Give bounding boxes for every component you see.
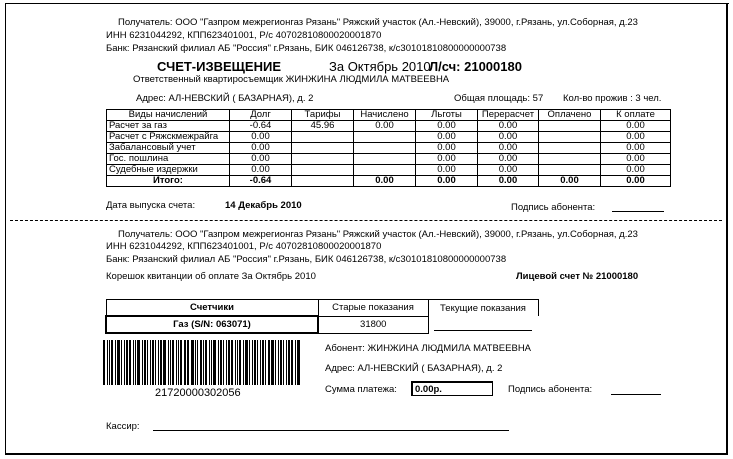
sum-value-field[interactable]: 0.00р. bbox=[411, 381, 493, 396]
signature-line-top bbox=[612, 211, 664, 212]
recipient-line: Получатель: ООО "Газпром межрегионгаз Рязань" Ряжский участок (Ал.-Невский), 39000, г.Рязань, ул.Соборная, д.23 bbox=[118, 17, 638, 28]
table-cell bbox=[354, 165, 416, 176]
barcode-bar bbox=[211, 340, 212, 385]
table-cell: -0.64 bbox=[230, 121, 292, 132]
table-cell: 0.00 bbox=[601, 165, 671, 176]
table-cell: Итого: bbox=[107, 176, 230, 187]
meter-current-reading bbox=[428, 316, 538, 333]
column-header: Долг bbox=[230, 110, 292, 121]
total-area: Общая площадь: 57 bbox=[454, 93, 544, 104]
barcode-bar bbox=[121, 340, 122, 385]
table-cell: 0.00 bbox=[478, 143, 539, 154]
barcode-bar bbox=[237, 340, 238, 385]
table-cell bbox=[539, 165, 601, 176]
barcode-bar bbox=[257, 340, 258, 385]
barcode-bar bbox=[243, 340, 244, 385]
barcode-bar bbox=[249, 340, 250, 385]
barcode-bar bbox=[155, 340, 156, 385]
barcode-bar bbox=[195, 340, 196, 385]
table-cell: 0.00 bbox=[230, 165, 292, 176]
barcode-bar bbox=[191, 340, 194, 385]
stub-recipient-line: Получатель: ООО "Газпром межрегионгаз Рязань" Ряжский участок (Ал.-Невский), 39000, г.Рязань, ул.Соборная, д.23 bbox=[118, 229, 638, 240]
frame-border-right bbox=[726, 3, 728, 455]
barcode-bar bbox=[172, 340, 174, 385]
barcode-bar bbox=[137, 340, 140, 385]
frame-border-left bbox=[5, 3, 6, 455]
table-cell bbox=[354, 143, 416, 154]
column-header: Начислено bbox=[354, 110, 416, 121]
table-row bbox=[107, 154, 671, 165]
cut-line bbox=[10, 220, 722, 221]
barcode-bar bbox=[223, 340, 224, 385]
stub-inn-line: ИНН 6231044292, КПП623401001, Р/с 40702810800020001870 bbox=[106, 241, 382, 252]
column-header: К оплате bbox=[601, 110, 671, 121]
meter-name: Газ (S/N: 063071) bbox=[106, 316, 318, 333]
barcode-bar bbox=[197, 340, 198, 385]
table-cell: 0.00 bbox=[478, 176, 539, 187]
cashier-line bbox=[153, 430, 509, 431]
barcode-bar bbox=[126, 340, 128, 385]
barcode-bar bbox=[176, 340, 177, 385]
signature-label-bottom: Подпись абонента: bbox=[508, 384, 593, 395]
barcode-bar bbox=[209, 340, 210, 385]
table-cell: Судебные издержки bbox=[107, 165, 230, 176]
table-cell bbox=[292, 154, 354, 165]
barcode-bar bbox=[254, 340, 256, 385]
barcode-bar bbox=[286, 340, 287, 385]
meters-row bbox=[106, 316, 538, 333]
barcode-bar bbox=[124, 340, 125, 385]
address: Адрес: АЛ-НЕВСКИЙ ( БАЗАРНАЯ), д. 2 bbox=[136, 93, 314, 104]
table-cell bbox=[292, 165, 354, 176]
sum-label: Сумма платежа: bbox=[325, 384, 397, 395]
table-total-row bbox=[107, 176, 671, 187]
current-reading-line bbox=[434, 319, 532, 331]
table-cell: 0.00 bbox=[478, 121, 539, 132]
barcode-bar bbox=[163, 340, 166, 385]
barcode-bar bbox=[203, 340, 204, 385]
stub-bank-line: Банк: Рязанский филиал АБ "Россия" г.Рязань, БИК 046126738, к/с30101810800000000738 bbox=[106, 254, 507, 265]
barcode-bar bbox=[220, 340, 222, 385]
account-number: Л/сч: 21000180 bbox=[429, 59, 522, 74]
barcode-bar bbox=[280, 340, 282, 385]
table-cell: 0.00 bbox=[416, 165, 478, 176]
frame-border-top bbox=[5, 3, 729, 4]
barcode-bar bbox=[188, 340, 189, 385]
table-header-row bbox=[107, 110, 671, 121]
barcode-bar bbox=[168, 340, 169, 385]
column-header: Льготы bbox=[416, 110, 478, 121]
meters-table bbox=[105, 299, 539, 334]
barcode-bar bbox=[184, 340, 186, 385]
table-row bbox=[107, 121, 671, 132]
table-cell: Гос. пошлина bbox=[107, 154, 230, 165]
table-cell: 0.00 bbox=[354, 176, 416, 187]
barcode-bar bbox=[260, 340, 261, 385]
responsible-tenant: Ответственный квартиросъемщик ЖИНЖИНА ЛЮДМИЛА МАТВЕЕВНА bbox=[133, 74, 450, 85]
table-cell: 0.00 bbox=[230, 143, 292, 154]
table-cell: 0.00 bbox=[416, 176, 478, 187]
barcode-number: 21720000302056 bbox=[155, 387, 241, 399]
barcode-bar bbox=[283, 340, 284, 385]
column-header: Тарифы bbox=[292, 110, 354, 121]
barcode-bar bbox=[218, 340, 219, 385]
barcode-bar bbox=[262, 340, 264, 385]
table-row bbox=[107, 132, 671, 143]
barcode-bar bbox=[275, 340, 276, 385]
table-cell: 0.00 bbox=[416, 132, 478, 143]
table-cell bbox=[539, 154, 601, 165]
table-cell: 0.00 bbox=[416, 154, 478, 165]
table-cell bbox=[292, 132, 354, 143]
table-cell: 0.00 bbox=[601, 132, 671, 143]
barcode-bar bbox=[205, 340, 207, 385]
table-cell: 0.00 bbox=[230, 132, 292, 143]
barcode-bar bbox=[129, 340, 131, 385]
table-cell: 0.00 bbox=[539, 176, 601, 187]
column-header: Старые показания bbox=[318, 300, 428, 317]
invoice-period: За Октябрь 2010 bbox=[329, 59, 431, 74]
table-cell: 0.00 bbox=[354, 121, 416, 132]
barcode-bar bbox=[115, 340, 116, 385]
barcode-bar bbox=[160, 340, 162, 385]
barcode-bar bbox=[142, 340, 143, 385]
barcode-bar bbox=[288, 340, 290, 385]
barcode-bar bbox=[297, 340, 300, 385]
column-header: Текущие показания bbox=[428, 300, 538, 317]
table-row bbox=[107, 143, 671, 154]
barcode-bar bbox=[268, 340, 270, 385]
inn-line: ИНН 6231044292, КПП623401001, Р/с 40702810800020001870 bbox=[106, 30, 382, 41]
barcode-bar bbox=[178, 340, 179, 385]
barcode-bar bbox=[239, 340, 241, 385]
table-cell bbox=[292, 176, 354, 187]
barcode-bar bbox=[252, 340, 253, 385]
barcode-bar bbox=[231, 340, 233, 385]
table-cell bbox=[539, 143, 601, 154]
barcode-bar bbox=[170, 340, 171, 385]
table-cell bbox=[539, 132, 601, 143]
column-header: Оплачено bbox=[539, 110, 601, 121]
barcode-bar bbox=[150, 340, 151, 385]
signature-line-bottom bbox=[611, 394, 661, 395]
barcode-bar bbox=[228, 340, 230, 385]
frame-border-bottom bbox=[5, 453, 728, 455]
barcode-bar bbox=[271, 340, 274, 385]
column-header: Виды начислений bbox=[107, 110, 230, 121]
table-cell: 0.00 bbox=[230, 154, 292, 165]
barcode-bar bbox=[135, 340, 136, 385]
barcode-bar bbox=[152, 340, 154, 385]
barcode-bar bbox=[245, 340, 248, 385]
barcode-bar bbox=[180, 340, 182, 385]
barcode-bar bbox=[295, 340, 296, 385]
barcode-bar bbox=[107, 340, 108, 385]
residents-count: Кол-во прожив : 3 чел. bbox=[563, 93, 662, 104]
barcode-bar bbox=[226, 340, 227, 385]
column-header: Перерасчет bbox=[478, 110, 539, 121]
barcode-bar bbox=[213, 340, 216, 385]
barcode-bar bbox=[111, 340, 113, 385]
barcode-bar bbox=[265, 340, 266, 385]
table-cell: -0.64 bbox=[230, 176, 292, 187]
meter-old-reading: 31800 bbox=[318, 316, 428, 333]
table-cell bbox=[354, 154, 416, 165]
issue-date: 14 Декабрь 2010 bbox=[225, 200, 302, 211]
table-cell: Расчет за газ bbox=[107, 121, 230, 132]
stub-subscriber: Абонент: ЖИНЖИНА ЛЮДМИЛА МАТВЕЕВНА bbox=[325, 343, 532, 354]
stub-address: Адрес: АЛ-НЕВСКИЙ ( БАЗАРНАЯ), д. 2 bbox=[325, 363, 503, 374]
charges-table bbox=[106, 109, 671, 187]
table-row bbox=[107, 165, 671, 176]
table-cell: 0.00 bbox=[478, 154, 539, 165]
barcode-bar bbox=[147, 340, 148, 385]
stub-account-number: Лицевой счет № 21000180 bbox=[516, 271, 639, 282]
issue-date-label: Дата выпуска счета: bbox=[106, 200, 196, 211]
table-cell bbox=[354, 132, 416, 143]
table-cell: 0.00 bbox=[416, 121, 478, 132]
barcode-bar bbox=[200, 340, 202, 385]
barcode-image bbox=[103, 340, 301, 385]
barcode-bar bbox=[235, 340, 236, 385]
table-cell: 45.96 bbox=[292, 121, 354, 132]
barcode-bar bbox=[278, 340, 279, 385]
barcode-bar bbox=[158, 340, 159, 385]
table-cell bbox=[539, 121, 601, 132]
barcode-bar bbox=[291, 340, 293, 385]
barcode-bar bbox=[103, 340, 105, 385]
invoice-title: СЧЕТ-ИЗВЕЩЕНИЕ bbox=[157, 59, 282, 74]
table-cell: 0.00 bbox=[601, 121, 671, 132]
table-cell: 0.00 bbox=[601, 143, 671, 154]
barcode-bar bbox=[117, 340, 120, 385]
barcode-bar bbox=[133, 340, 134, 385]
barcode-bar bbox=[109, 340, 110, 385]
table-cell: 0.00 bbox=[601, 176, 671, 187]
table-cell: 0.00 bbox=[601, 154, 671, 165]
signature-label-top: Подпись абонента: bbox=[511, 202, 596, 213]
table-cell: 0.00 bbox=[478, 132, 539, 143]
barcode-bar bbox=[144, 340, 146, 385]
table-cell bbox=[292, 143, 354, 154]
stub-title: Корешок квитанции об оплате За Октябрь 2010 bbox=[106, 271, 316, 282]
meters-header-row bbox=[106, 300, 538, 317]
bank-line: Банк: Рязанский филиал АБ "Россия" г.Рязань, БИК 046126738, к/с30101810800000000738 bbox=[106, 43, 507, 54]
table-cell: Забалансовый учет bbox=[107, 143, 230, 154]
cashier-label: Кассир: bbox=[106, 421, 140, 432]
barcode-bar bbox=[187, 340, 188, 385]
table-cell: Расчет с Ряжскмежрайга bbox=[107, 132, 230, 143]
column-header: Счетчики bbox=[106, 300, 318, 317]
table-cell: 0.00 bbox=[478, 165, 539, 176]
table-cell: 0.00 bbox=[416, 143, 478, 154]
